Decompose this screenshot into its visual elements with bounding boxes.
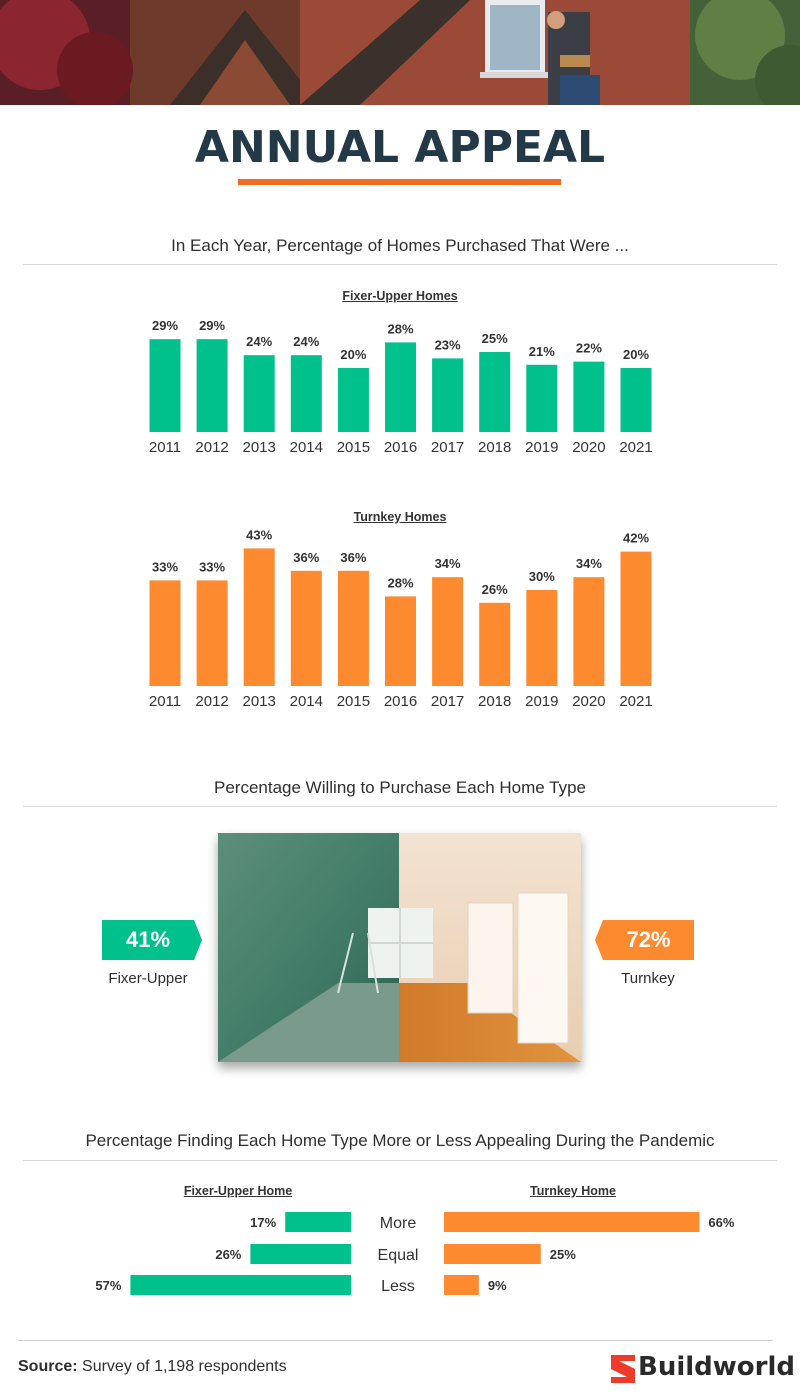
fixer-value-label-2016: 28%: [387, 321, 414, 337]
turnkey-year-label-2011: 2011: [148, 693, 182, 710]
turnkey-bar-2013: [244, 548, 275, 686]
turnkey-year-label-2012: 2012: [195, 693, 229, 710]
turnkey-year-label-2016: 2016: [383, 693, 418, 710]
turnkey-pandemic-label-equal: 25%: [549, 1247, 576, 1262]
turnkey-value-label-2015: 36%: [340, 549, 367, 565]
turnkey-pandemic-bar-equal: [444, 1244, 541, 1264]
hero-photo: [0, 0, 800, 105]
fixer-year-label-2021: 2021: [619, 439, 653, 456]
turnkey-year-label-2021: 2021: [619, 693, 653, 710]
yearly-section-divider: [23, 264, 777, 265]
pandemic-category-equal: Equal: [377, 1247, 419, 1264]
turnkey-pandemic-bar-more: [444, 1212, 699, 1232]
turnkey-home-subtitle: Turnkey Home: [530, 1184, 616, 1198]
fixer-value-label-2013: 24%: [246, 334, 273, 350]
turnkey-year-label-2013: 2013: [242, 693, 276, 710]
turnkey-value-label-2017: 34%: [434, 556, 461, 572]
fixer-year-label-2018: 2018: [478, 439, 512, 456]
fixer-value-label-2018: 25%: [481, 331, 508, 346]
turnkey-bar-2017: [432, 577, 463, 686]
footer-divider: [18, 1340, 773, 1341]
turnkey-value-label-2021: 42%: [622, 530, 650, 546]
turnkey-bar-2014: [291, 571, 322, 686]
fixer-bar-2012: [197, 339, 228, 432]
source-label: Source:: [18, 1358, 78, 1375]
fixer-bar-2019: [526, 365, 557, 432]
fixer-chart-title: Fixer-Upper Homes: [342, 289, 458, 303]
turnkey-bar-2020: [573, 577, 604, 686]
fixer-bar-2018: [479, 352, 510, 432]
fixer-bar-2017: [432, 358, 463, 432]
turnkey-willing-label: Turnkey: [621, 970, 675, 987]
fixer-value-label-2015: 20%: [340, 347, 367, 362]
turnkey-value-label-2020: 34%: [575, 556, 602, 572]
room-comparison-photo: [218, 833, 581, 1062]
fixer-year-label-2011: 2011: [148, 439, 182, 456]
turnkey-bar-2016: [385, 596, 416, 686]
fixer-pandemic-bar-less: [130, 1275, 351, 1295]
turnkey-chart-title: Turnkey Homes: [353, 510, 447, 524]
page-title: ANNUAL APPEAL: [194, 122, 606, 173]
turnkey-value-label-2019: 30%: [528, 569, 555, 584]
pandemic-category-more: More: [379, 1215, 417, 1232]
fixer-value-label-2017: 23%: [434, 337, 461, 353]
yearly-section-title: In Each Year, Percentage of Homes Purchased That Were ...: [171, 236, 629, 255]
willing-section-divider: [23, 806, 777, 807]
fixer-bar-2016: [385, 342, 416, 432]
buildworld-logo-icon: [611, 1355, 635, 1383]
turnkey-year-label-2017: 2017: [430, 693, 465, 710]
turnkey-value-label-2012: 33%: [199, 559, 226, 575]
fixer-year-label-2016: 2016: [383, 439, 418, 456]
turnkey-pandemic-label-more: 66%: [708, 1215, 735, 1230]
turnkey-bar-2018: [479, 603, 510, 686]
fixer-value-label-2012: 29%: [199, 318, 226, 334]
turnkey-value-label-2018: 26%: [481, 581, 508, 597]
turnkey-year-label-2019: 2019: [525, 693, 559, 710]
fixer-willing-value: 41%: [125, 927, 171, 952]
turnkey-value-label-2013: 43%: [246, 527, 273, 543]
fixer-pandemic-bar-equal: [250, 1244, 351, 1264]
pandemic-appeal-bar-chart: [0, 1200, 800, 1310]
fixer-year-label-2019: 2019: [525, 439, 559, 456]
source-note: [18, 1358, 287, 1376]
fixer-bar-2011: [150, 339, 181, 432]
fixer-year-label-2014: 2014: [289, 439, 323, 456]
pandemic-section-title: Percentage Finding Each Home Type More or Less Appealing During the Pandemic: [85, 1131, 715, 1150]
fixer-year-label-2012: 2012: [195, 439, 229, 456]
fixer-pandemic-label-more: 17%: [250, 1215, 277, 1230]
source-text: Survey of 1,198 respondents: [82, 1358, 287, 1375]
turnkey-bar-2021: [621, 552, 652, 686]
pandemic-category-less: Less: [381, 1278, 415, 1295]
fixer-year-label-2013: 2013: [242, 439, 276, 456]
turnkey-year-label-2015: 2015: [336, 693, 371, 710]
turnkey-pandemic-bar-less: [444, 1275, 479, 1295]
fixer-upper-bar-chart: [0, 300, 800, 470]
fixer-value-label-2020: 22%: [575, 340, 602, 356]
turnkey-pandemic-label-less: 9%: [487, 1278, 507, 1293]
fixer-bar-2014: [291, 355, 322, 432]
turnkey-year-label-2014: 2014: [289, 693, 323, 710]
fixer-pandemic-bar-more: [285, 1212, 351, 1232]
fixer-value-label-2021: 20%: [622, 347, 650, 362]
turnkey-bar-2011: [150, 580, 181, 686]
turnkey-bar-2015: [338, 571, 369, 686]
title-underline: [238, 179, 561, 185]
fixer-willing-label: Fixer-Upper: [108, 970, 188, 987]
turnkey-value-label-2016: 28%: [387, 575, 414, 591]
fixer-year-label-2020: 2020: [572, 439, 606, 456]
fixer-bar-2020: [573, 362, 604, 432]
pandemic-section-divider: [23, 1160, 777, 1161]
turnkey-bar-2012: [197, 580, 228, 686]
willing-section-title: Percentage Willing to Purchase Each Home Type: [214, 778, 586, 797]
fixer-bar-2015: [338, 368, 369, 432]
turnkey-value-label-2011: 33%: [151, 559, 179, 575]
brand-name: Buildworld: [638, 1352, 795, 1382]
fixer-value-label-2014: 24%: [293, 334, 320, 350]
turnkey-value-label-2014: 36%: [293, 549, 320, 565]
fixer-pandemic-label-less: 57%: [95, 1278, 122, 1293]
fixer-home-subtitle: Fixer-Upper Home: [183, 1184, 293, 1198]
fixer-pandemic-label-equal: 26%: [215, 1247, 242, 1262]
fixer-year-label-2017: 2017: [430, 439, 465, 456]
fixer-year-label-2015: 2015: [336, 439, 371, 456]
fixer-bar-2013: [244, 355, 275, 432]
fixer-bar-2021: [621, 368, 652, 432]
turnkey-bar-chart: [0, 520, 800, 720]
fixer-value-label-2011: 29%: [151, 318, 179, 334]
turnkey-year-label-2020: 2020: [572, 693, 606, 710]
fixer-value-label-2019: 21%: [528, 343, 555, 359]
turnkey-bar-2019: [526, 590, 557, 686]
turnkey-year-label-2018: 2018: [478, 693, 512, 710]
turnkey-willing-value: 72%: [626, 927, 671, 952]
